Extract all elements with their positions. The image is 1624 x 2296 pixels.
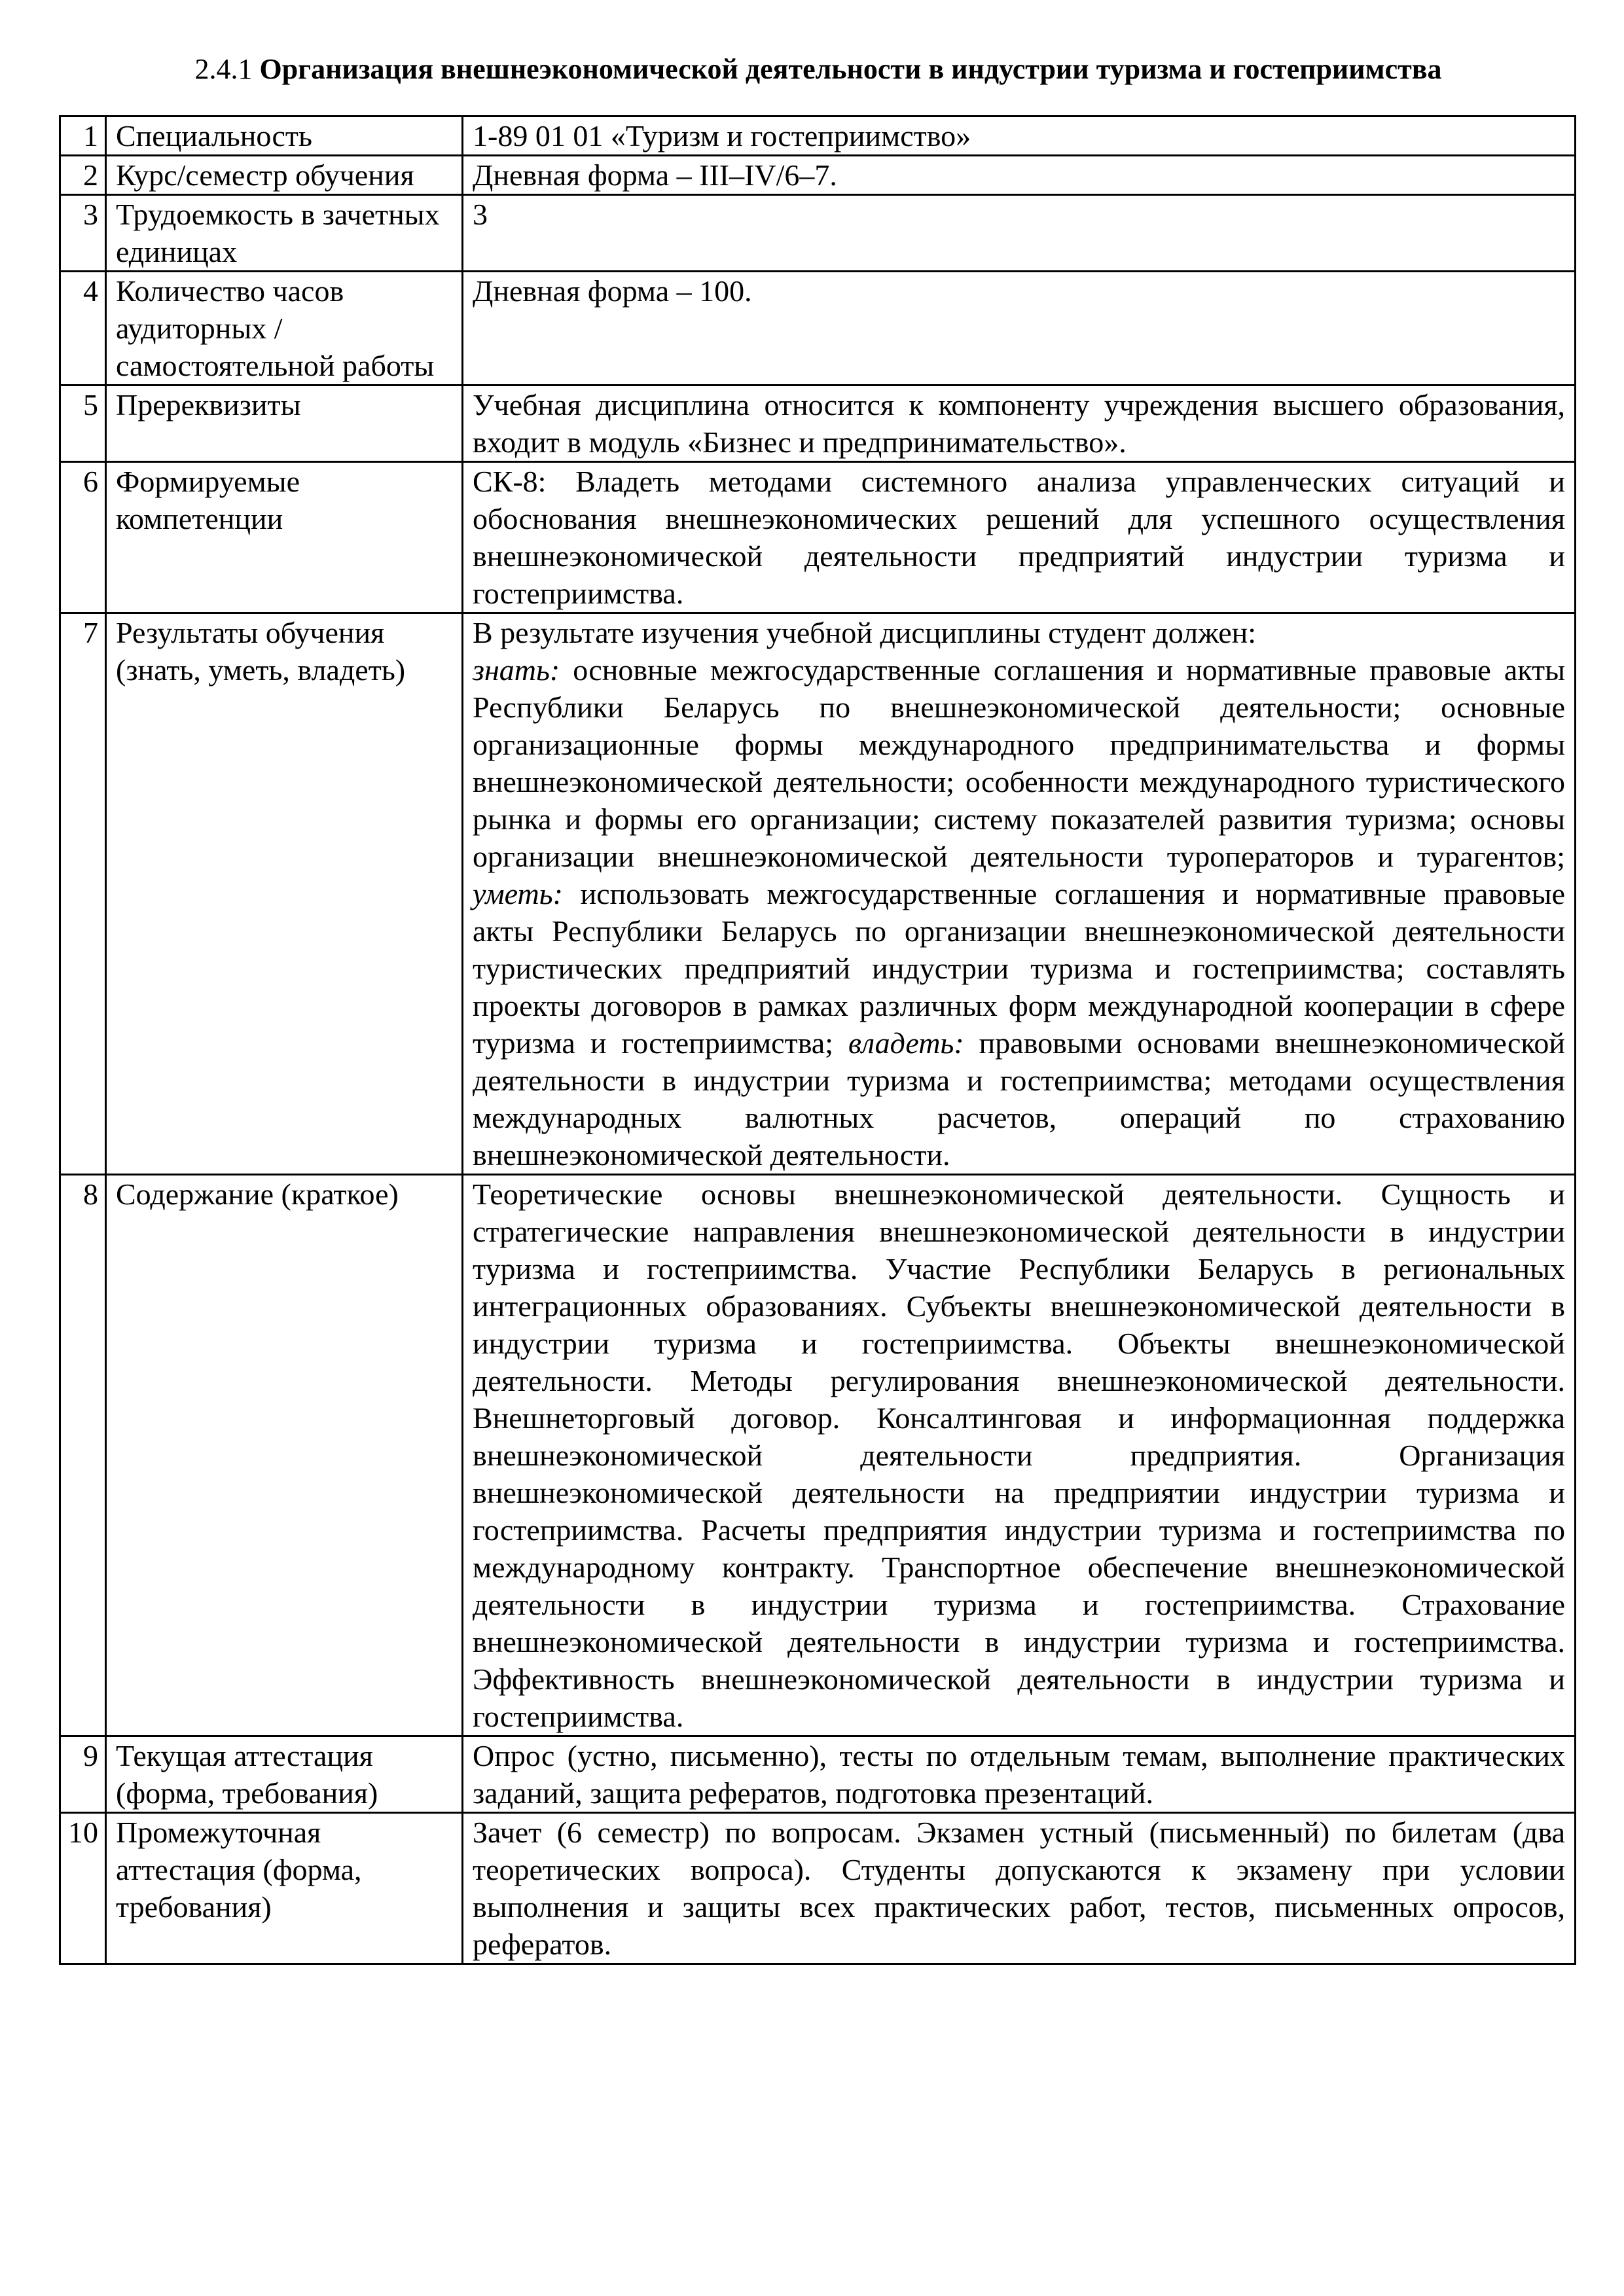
know-text: основные межгосударственные соглашения и нормативные правовые акты Республики Беларусь по внешнеэкономической деятельности; основные организационные формы международного предпринимательства и формы внешнеэкономической деятельности; особенности международного туристического рынка и формы его организации; систему показателей развития туризма; основы организации внешнеэкономической деятельности туроператоров и турагентов;	[473, 653, 1565, 873]
own-text: правовыми основами внешнеэкономической деятельности в индустрии туризма и гостеприимства; методами осуществления международных валютных расчетов, операций по страхованию внешнеэкономической деятельности.	[473, 1026, 1566, 1172]
row-name: Специальность	[106, 117, 463, 156]
table-row	[60, 462, 1576, 613]
row-value: Учебная дисциплина относится к компоненту учреждения высшего образования, входит в модуль «Бизнес и предпринимательство».	[463, 386, 1576, 462]
row-number: 5	[60, 386, 106, 462]
can-text: использовать межгосударственные соглашения и нормативные правовые акты Республики Беларусь по организации внешнеэкономической деятельности туристических предприятий индустрии туризма и гостеприимства; составлять проекты договоров в рамках различных форм международной кооперации в сфере туризма и гостеприимства;	[473, 877, 1565, 1060]
row-name: Трудоемкость в зачетных единицах	[106, 195, 463, 272]
row-number: 2	[60, 156, 106, 195]
row-value: Опрос (устно, письменно), тесты по отдельным темам, выполнение практических заданий, защита рефератов, подготовка презентаций.	[463, 1736, 1576, 1813]
table-row	[60, 1813, 1576, 1964]
row-name: Курс/семестр обучения	[106, 156, 463, 195]
row-value: Дневная форма – 100.	[463, 272, 1576, 386]
table-row	[60, 156, 1576, 195]
own-label: владеть:	[848, 1026, 964, 1060]
row-value-learning-outcomes	[463, 613, 1576, 1175]
row-value: 1-89 01 01 «Туризм и гостеприимство»	[463, 117, 1576, 156]
page-title	[59, 51, 1578, 88]
row-number: 6	[60, 462, 106, 613]
row-value: 3	[463, 195, 1576, 272]
row-name: Содержание (краткое)	[106, 1175, 463, 1736]
outcomes-intro: В результате изучения учебной дисциплины студент должен:	[473, 616, 1257, 649]
row-number: 4	[60, 272, 106, 386]
table-row	[60, 386, 1576, 462]
row-name: Количество часов аудиторных / самостоятельной работы	[106, 272, 463, 386]
table-row	[60, 1175, 1576, 1736]
can-label: уметь:	[473, 877, 563, 910]
row-number: 7	[60, 613, 106, 1175]
row-name: Текущая аттестация (форма, требования)	[106, 1736, 463, 1813]
title-text: Организация внешнеэкономической деятельности в индустрии туризма и гостеприимства	[259, 53, 1442, 85]
row-name: Формируемые компетенции	[106, 462, 463, 613]
table-row	[60, 1736, 1576, 1813]
row-name: Промежуточная аттестация (форма, требования)	[106, 1813, 463, 1964]
table-row	[60, 613, 1576, 1175]
table-row	[60, 117, 1576, 156]
row-value: Теоретические основы внешнеэкономической деятельности. Сущность и стратегические направления внешнеэкономической деятельности в индустрии туризма и гостеприимства. Участие Республики Беларусь в региональных интеграционных образованиях. Субъекты внешнеэкономической деятельности в индустрии туризма и гостеприимства. Объекты внешнеэкономической деятельности. Методы регулирования внешнеэкономической деятельности. Внешнеторговый договор. Консалтинговая и информационная поддержка внешнеэкономической деятельности предприятия. Организация внешнеэкономической деятельности на предприятии индустрии туризма и гостеприимства. Расчеты предприятия индустрии туризма и гостеприимства по международному контракту. Транспортное обеспечение внешнеэкономической деятельности в индустрии туризма и гостеприимства. Страхование внешнеэкономической деятельности в индустрии туризма и гостеприимства. Эффективность внешнеэкономической деятельности в индустрии туризма и гостеприимства.	[463, 1175, 1576, 1736]
row-name: Пререквизиты	[106, 386, 463, 462]
title-number: 2.4.1	[194, 53, 253, 85]
row-number: 3	[60, 195, 106, 272]
row-number: 1	[60, 117, 106, 156]
row-value: Дневная форма – III–IV/6–7.	[463, 156, 1576, 195]
row-number: 8	[60, 1175, 106, 1736]
table-row	[60, 272, 1576, 386]
know-label: знать:	[473, 653, 560, 687]
row-number: 9	[60, 1736, 106, 1813]
row-value: Зачет (6 семестр) по вопросам. Экзамен устный (письменный) по билетам (два теоретических вопроса). Студенты допускаются к экзамену при условии выполнения и защиты всех практических работ, тестов, письменных опросов, рефератов.	[463, 1813, 1576, 1964]
row-value: СК-8: Владеть методами системного анализа управленческих ситуаций и обоснования внешнеэкономических решений для успешного осуществления внешнеэкономической деятельности предприятий индустрии туризма и гостеприимства.	[463, 462, 1576, 613]
row-number: 10	[60, 1813, 106, 1964]
course-description-table	[59, 115, 1576, 1965]
table-row	[60, 195, 1576, 272]
row-name: Результаты обучения (знать, уметь, владеть)	[106, 613, 463, 1175]
